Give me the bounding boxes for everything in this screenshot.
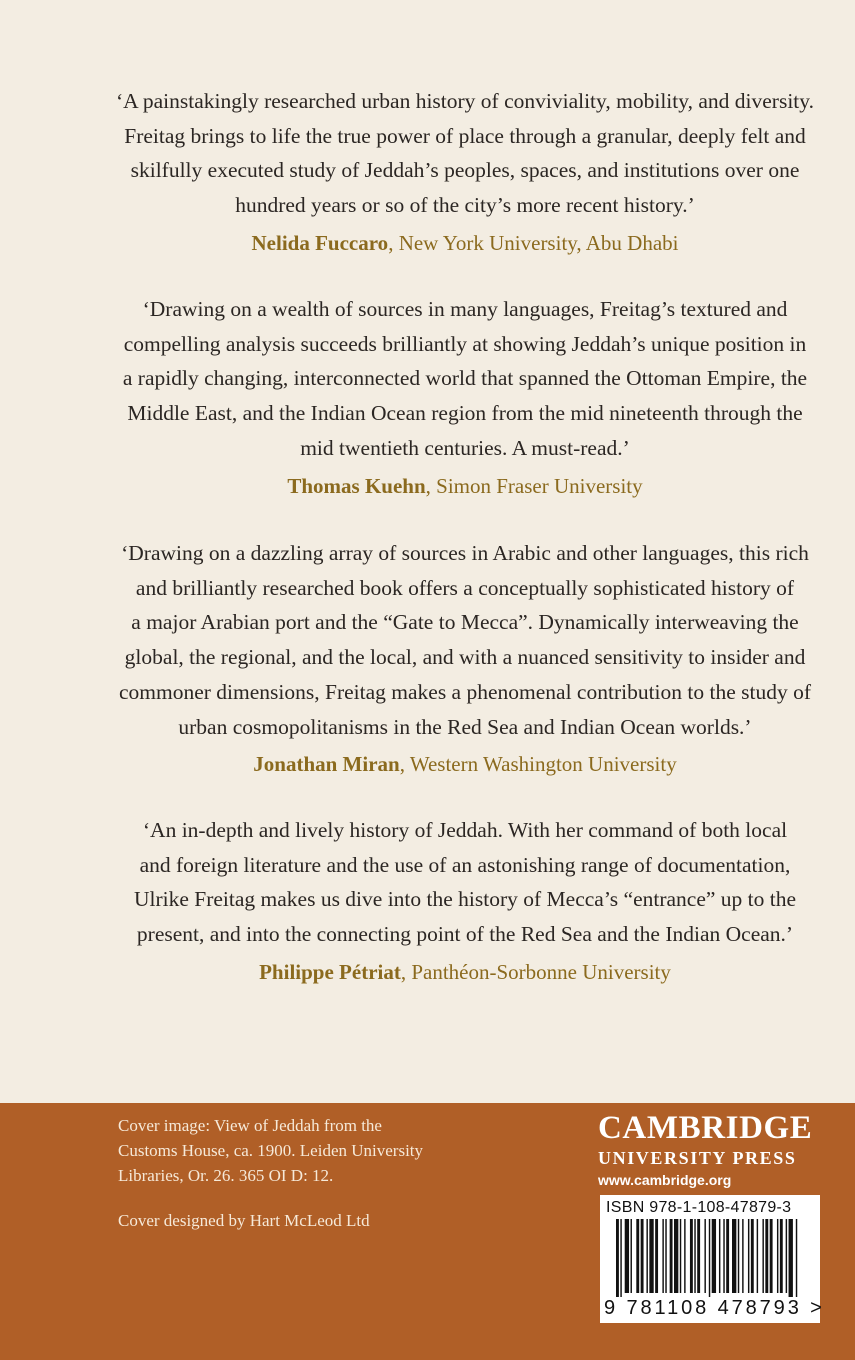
barcode-bar — [694, 1219, 695, 1293]
barcode-bar — [665, 1219, 666, 1293]
review-quote — [90, 84, 840, 223]
quote-line: and foreign literature and the use of an astonishing range of documentation, — [139, 852, 791, 877]
quote-line: mid twentieth centuries. A must-read.’ — [300, 435, 630, 460]
quote-line: a major Arabian port and the “Gate to Mecca”. Dynamically interweaving the — [131, 610, 799, 635]
barcode-bar — [625, 1219, 629, 1293]
cover-image-credit — [118, 1113, 478, 1188]
quote-line: ‘An in-depth and lively history of Jeddah. With her command of both local — [142, 818, 788, 842]
cover-footer-band — [0, 1103, 855, 1360]
publisher-name: CAMBRIDGE — [598, 1110, 813, 1146]
review-quote — [90, 813, 840, 952]
quote-line: ‘Drawing on a wealth of sources in many languages, Freitag’s textured and — [142, 297, 788, 321]
barcode-bar — [636, 1219, 639, 1293]
barcode-bar — [770, 1219, 773, 1293]
barcode-bar — [697, 1219, 700, 1293]
barcode-bar — [757, 1219, 758, 1293]
barcode-bar — [674, 1219, 678, 1293]
review-quote — [90, 292, 840, 466]
barcode-bar — [680, 1219, 681, 1293]
review-quote — [90, 536, 840, 744]
quote-line: global, the regional, and the local, and with a nuanced sensitivity to insider and — [124, 645, 806, 670]
barcode-bar — [723, 1219, 724, 1293]
barcode-bar — [704, 1219, 705, 1293]
barcode-bars — [600, 1219, 820, 1297]
quote-line: Freitag brings to life the true power of place through a granular, deeply felt and — [124, 123, 806, 148]
barcode-bar — [690, 1219, 693, 1293]
barcode-bar — [631, 1219, 632, 1293]
review-attribution — [90, 957, 840, 987]
barcode-bar — [670, 1219, 673, 1293]
barcode-bar — [709, 1219, 710, 1297]
reviewer-affiliation: , New York University, Abu Dhabi — [388, 230, 679, 255]
barcode-bar — [712, 1219, 716, 1293]
quote-line: present, and into the connecting point of the Red Sea and the Indian Ocean.’ — [136, 922, 794, 947]
review-attribution — [90, 471, 840, 501]
credit-line: Libraries, Or. 26. 365 OI D: 12. — [118, 1166, 334, 1185]
review-kuehn — [90, 292, 840, 501]
barcode-bar — [684, 1219, 685, 1293]
review-attribution — [90, 228, 840, 258]
barcode-bar — [726, 1219, 729, 1293]
reviewer-affiliation: , Western Washington University — [399, 752, 677, 777]
reviewer-name: Thomas Kuehn — [287, 473, 426, 498]
cover-credits — [118, 1113, 478, 1233]
publisher-logo — [598, 1109, 823, 1190]
cover-designer-credit: Cover designed by Hart McLeod Ltd — [118, 1211, 370, 1230]
quote-line: ‘Drawing on a dazzling array of sources in Arabic and other languages, this rich — [121, 541, 809, 565]
barcode-bar — [719, 1219, 720, 1293]
barcode-bar — [620, 1219, 621, 1297]
quote-line: Middle East, and the Indian Ocean region from the mid nineteenth through the — [127, 401, 803, 426]
barcode-digits: 9 781108 478793 > — [604, 1297, 825, 1319]
review-petriat — [90, 813, 840, 987]
barcode-bar — [777, 1219, 778, 1293]
barcode-bar — [796, 1219, 797, 1297]
barcode-bar — [762, 1219, 763, 1293]
reviewer-affiliation: , Panthéon-Sorbonne University — [400, 959, 671, 984]
barcode-bar — [616, 1219, 619, 1297]
barcode-bar — [732, 1219, 736, 1293]
publisher-url: www.cambridge.org — [598, 1172, 732, 1188]
barcode-bar — [780, 1219, 783, 1293]
barcode-bar — [738, 1219, 739, 1293]
barcode-bar — [765, 1219, 768, 1293]
isbn-barcode — [600, 1195, 825, 1323]
barcode-bar — [789, 1219, 793, 1297]
reviewer-affiliation: , Simon Fraser University — [425, 473, 643, 498]
barcode-bar — [751, 1219, 754, 1293]
quote-line: and brilliantly researched book offers a conceptually sophisticated history of — [135, 575, 795, 600]
barcode-bar — [649, 1219, 653, 1293]
barcode-bar — [655, 1219, 658, 1293]
barcode-bar — [646, 1219, 647, 1293]
quote-line: compelling analysis succeeds brilliantly at showing Jeddah’s unique position in — [123, 331, 807, 356]
quote-line: hundred years or so of the city’s more recent history.’ — [235, 193, 695, 218]
quote-line: skilfully executed study of Jeddah’s peoples, spaces, and institutions over one — [130, 158, 800, 183]
review-miran — [90, 536, 840, 779]
reviewer-name: Jonathan Miran — [253, 752, 400, 777]
quote-line: ‘A painstakingly researched urban history of conviviality, mobility, and diversity. — [116, 89, 814, 113]
barcode-bar — [641, 1219, 644, 1293]
quote-line: Ulrike Freitag makes us dive into the history of Mecca’s “entrance” up to the — [133, 887, 797, 912]
credit-line: Cover image: View of Jeddah from the — [118, 1116, 382, 1135]
reviewer-name: Nelida Fuccaro — [251, 230, 389, 255]
barcode-bar — [748, 1219, 749, 1293]
isbn-label: ISBN 978-1-108-47879-3 — [606, 1199, 792, 1216]
publisher-press: UNIVERSITY PRESS — [598, 1148, 797, 1168]
barcode-bar — [662, 1219, 663, 1293]
reviewer-name: Philippe Pétriat — [259, 959, 401, 984]
credit-line: Customs House, ca. 1900. Leiden University — [118, 1141, 424, 1160]
quote-line: urban cosmopolitanisms in the Red Sea and Indian Ocean worlds.’ — [178, 714, 752, 739]
review-attribution — [90, 749, 840, 779]
quote-line: a rapidly changing, interconnected world that spanned the Ottoman Empire, the — [122, 366, 808, 391]
barcode-bar — [742, 1219, 743, 1293]
quote-line: commoner dimensions, Freitag makes a phenomenal contribution to the study of — [118, 679, 812, 704]
barcode-bar — [786, 1219, 787, 1293]
review-fuccaro — [90, 84, 840, 258]
